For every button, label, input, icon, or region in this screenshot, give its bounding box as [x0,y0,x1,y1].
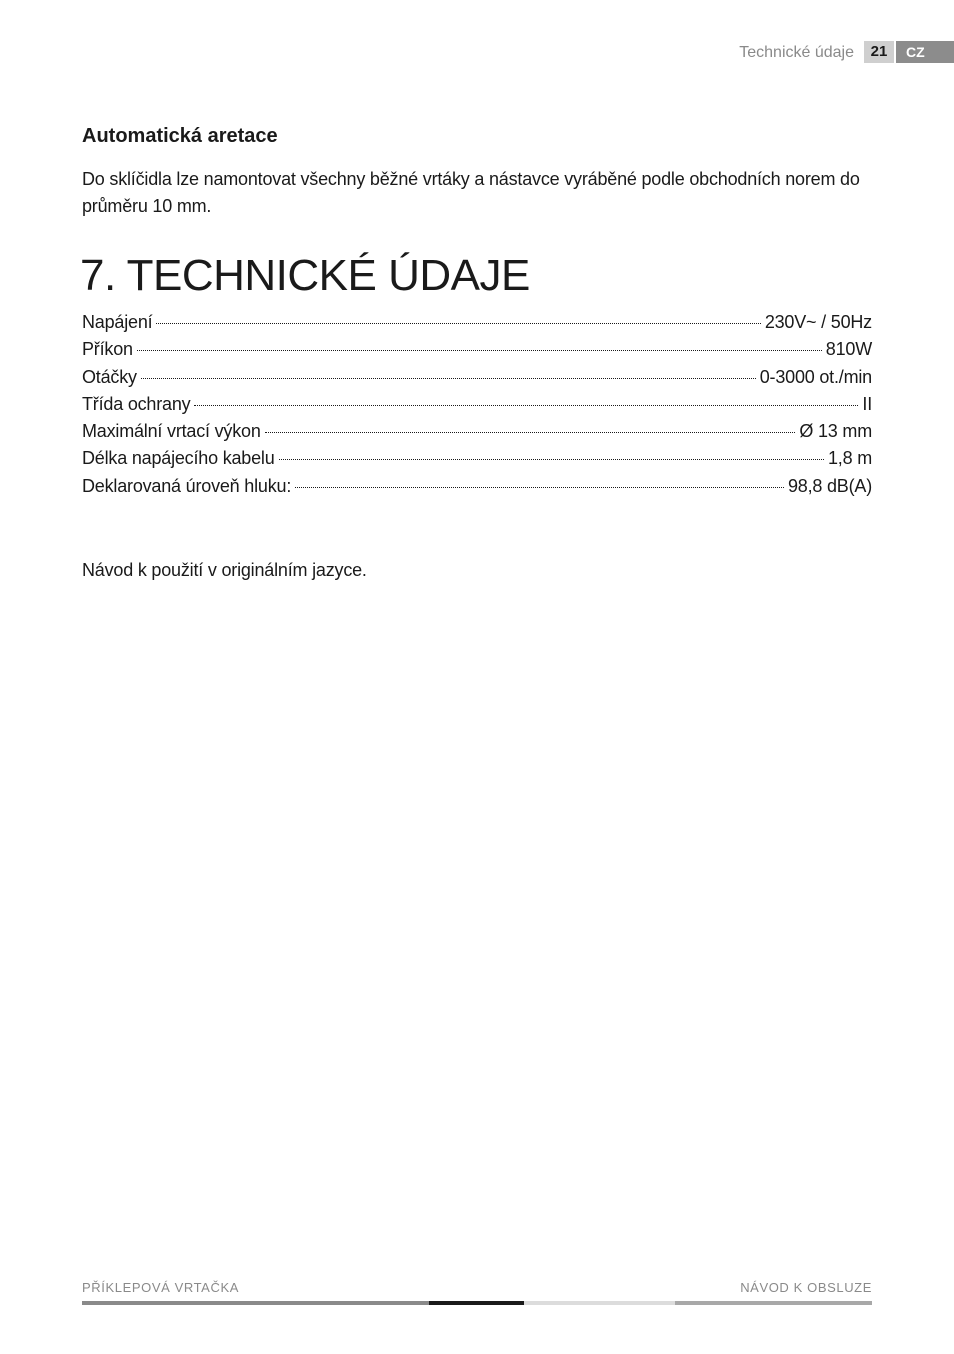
spec-label: Maximální vrtací výkon [82,421,261,442]
spec-value: II [862,393,872,414]
spec-label: Deklarovaná úroveň hluku: [82,475,292,496]
dot-leader [156,323,760,324]
language-badge: CZ [896,41,954,63]
dot-leader [137,350,822,351]
spec-label: Příkon [82,339,133,360]
dot-leader [295,487,784,488]
spec-row-power-supply [82,312,872,339]
subheading: Automatická aretace [82,125,278,147]
spec-label: Třída ochrany [82,393,191,414]
spec-list [82,312,872,503]
spec-row-noise-level [82,476,872,503]
spec-value: 810W [825,339,872,360]
dot-leader [279,459,824,460]
spec-value: 230V~ / 50Hz [764,312,872,332]
footer-divider [82,1301,872,1305]
chapter-title: 7. TECHNICKÉ ÚDAJE [80,251,530,300]
spec-value: 1,8 m [827,448,872,469]
spec-row-max-drilling [82,421,872,448]
spec-row-cable-length [82,448,872,475]
spec-value: Ø 13 mm [799,421,872,442]
page-number: 21 [864,41,894,63]
dot-leader [265,432,796,433]
spec-value: 98,8 dB(A) [787,475,872,496]
spec-value: 0-3000 ot./min [759,366,872,387]
spec-label: Délka napájecího kabelu [82,448,275,469]
footer-bar-segment [82,1301,429,1305]
original-language-note: Návod k použití v originálním jazyce. [82,560,367,580]
spec-row-speed [82,367,872,394]
footer-manual-label: NÁVOD K OBSLUZE [740,1280,872,1295]
header-section-title: Technické údaje [739,44,854,61]
spec-row-protection-class [82,394,872,421]
dot-leader [141,378,756,379]
footer-product-name: PŘÍKLEPOVÁ VRTAČKA [82,1280,239,1295]
dot-leader [194,405,858,406]
spec-row-power-input [82,339,872,366]
footer-bar-segment [675,1301,872,1305]
footer-bar-segment [524,1301,675,1305]
intro-paragraph: Do sklíčidla lze namontovat všechny běžné vrtáky a nástavce vyráběné podle obchodních norem do průměru 10 mm. [82,169,860,216]
spec-label: Otáčky [82,366,137,387]
spec-label: Napájení [82,312,153,332]
footer-bar-segment [429,1301,524,1305]
